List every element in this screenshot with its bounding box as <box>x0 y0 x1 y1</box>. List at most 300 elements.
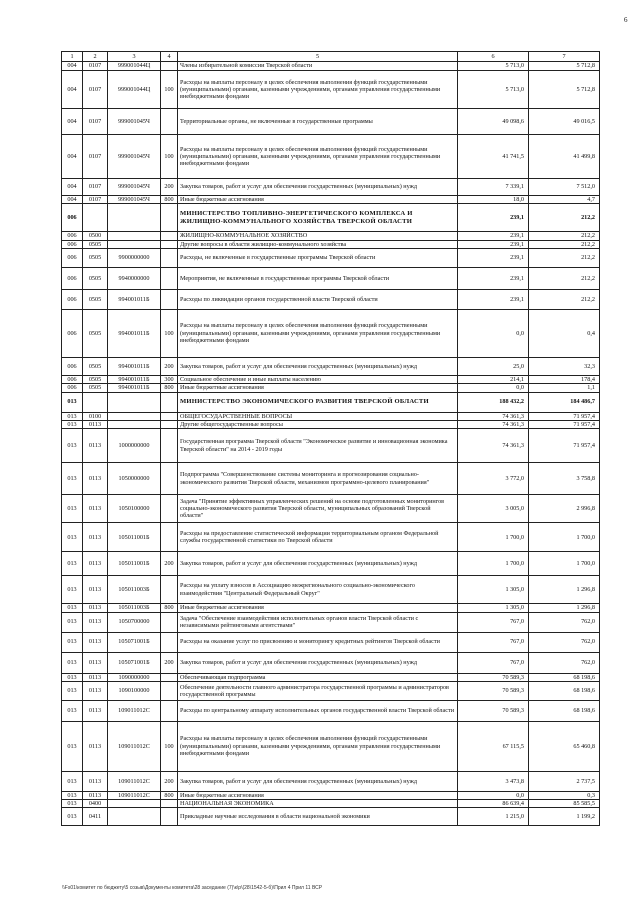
table-row <box>62 495 600 523</box>
section-code-cell: 0505 <box>83 384 108 392</box>
table-row <box>62 357 600 375</box>
expense-type-cell: 200 <box>161 652 178 673</box>
item-name-cell: Прикладные научные исследования в области национальной экономики <box>178 808 458 826</box>
target-item-cell <box>108 412 161 420</box>
executed-amount-cell: 1 296,8 <box>529 604 600 612</box>
target-item-cell: 994001011Б <box>108 357 161 375</box>
expense-type-cell <box>161 429 178 463</box>
executed-amount-cell: 762,0 <box>529 612 600 632</box>
ministry-code-cell: 013 <box>62 392 83 412</box>
section-code-cell: 0113 <box>83 652 108 673</box>
table-row <box>62 204 600 232</box>
executed-amount-cell: 71 957,4 <box>529 420 600 428</box>
table-row <box>62 576 600 604</box>
table-row <box>62 673 600 681</box>
item-name-cell: Закупка товаров, работ и услуг для обеспечения государственных (муниципальных) нужд <box>178 357 458 375</box>
planned-amount-cell: 70 589,3 <box>458 681 529 700</box>
ministry-code-cell: 006 <box>62 204 83 232</box>
table-row <box>62 791 600 799</box>
section-code-cell: 0505 <box>83 267 108 289</box>
ministry-code-cell: 006 <box>62 232 83 240</box>
item-name-cell: МИНИСТЕРСТВО ЭКОНОМИЧЕСКОГО РАЗВИТИЯ ТВЕРСКОЙ ОБЛАСТИ <box>178 392 458 412</box>
planned-amount-cell: 1 215,0 <box>458 808 529 826</box>
item-name-cell: Закупка товаров, работ и услуг для обеспечения государственных (муниципальных) нужд <box>178 179 458 196</box>
ministry-code-cell: 013 <box>62 721 83 771</box>
section-code-cell: 0113 <box>83 495 108 523</box>
table-row <box>62 392 600 412</box>
executed-amount-cell: 41 499,8 <box>529 135 600 179</box>
target-item-cell: 994001011Б <box>108 384 161 392</box>
target-item-cell <box>108 808 161 826</box>
item-name-cell: Расходы на предоставление статистической информации территориальным органом Федеральной службы государственной статистики по Тверской области <box>178 523 458 552</box>
expense-type-cell <box>161 808 178 826</box>
expense-type-cell <box>161 289 178 309</box>
target-item-cell: 105071001Б <box>108 632 161 652</box>
header-cell: 7 <box>529 52 600 62</box>
ministry-code-cell: 006 <box>62 240 83 248</box>
ministry-code-cell: 006 <box>62 309 83 357</box>
planned-amount-cell: 1 305,0 <box>458 604 529 612</box>
planned-amount-cell: 67 115,5 <box>458 721 529 771</box>
section-code-cell: 0500 <box>83 232 108 240</box>
target-item-cell: 1000000000 <box>108 429 161 463</box>
table-row <box>62 463 600 495</box>
table-row <box>62 420 600 428</box>
target-item-cell: 1090000000 <box>108 673 161 681</box>
executed-amount-cell: 0,4 <box>529 309 600 357</box>
target-item-cell <box>108 800 161 808</box>
target-item-cell: 999001045Ч <box>108 179 161 196</box>
item-name-cell: ОБЩЕГОСУДАРСТВЕННЫЕ ВОПРОСЫ <box>178 412 458 420</box>
executed-amount-cell: 184 486,7 <box>529 392 600 412</box>
target-item-cell: 994001011Б <box>108 289 161 309</box>
table-row <box>62 232 600 240</box>
planned-amount-cell: 18,0 <box>458 196 529 204</box>
planned-amount-cell: 1 305,0 <box>458 576 529 604</box>
expense-type-cell <box>161 495 178 523</box>
item-name-cell: Государственная программа Тверской области "Экономическое развитие и инновационная экономика Тверской области" на 2014 - 2019 годы <box>178 429 458 463</box>
item-name-cell: Члены избирательной комиссии Тверской области <box>178 62 458 71</box>
section-code-cell: 0113 <box>83 576 108 604</box>
expense-type-cell <box>161 523 178 552</box>
ministry-code-cell: 013 <box>62 576 83 604</box>
expense-type-cell <box>161 392 178 412</box>
expense-type-cell: 100 <box>161 721 178 771</box>
header-cell: 2 <box>83 52 108 62</box>
ministry-code-cell: 004 <box>62 179 83 196</box>
ministry-code-cell: 004 <box>62 109 83 135</box>
ministry-code-cell: 013 <box>62 523 83 552</box>
target-item-cell: 994001011Б <box>108 375 161 383</box>
ministry-code-cell: 004 <box>62 62 83 71</box>
executed-amount-cell: 212,2 <box>529 289 600 309</box>
target-item-cell: 105071001Б <box>108 652 161 673</box>
planned-amount-cell: 74 361,3 <box>458 420 529 428</box>
planned-amount-cell: 239,1 <box>458 248 529 267</box>
section-code-cell: 0411 <box>83 808 108 826</box>
section-code-cell: 0107 <box>83 71 108 109</box>
section-code-cell: 0107 <box>83 62 108 71</box>
target-item-cell: 109011012С <box>108 700 161 721</box>
ministry-code-cell: 013 <box>62 463 83 495</box>
section-code-cell: 0505 <box>83 240 108 248</box>
expense-type-cell <box>161 673 178 681</box>
item-name-cell: Обеспечивающая подпрограмма <box>178 673 458 681</box>
table-row <box>62 240 600 248</box>
executed-amount-cell: 71 957,4 <box>529 412 600 420</box>
executed-amount-cell: 85 585,5 <box>529 800 600 808</box>
target-item-cell: 9940000000 <box>108 267 161 289</box>
target-item-cell: 9900000000 <box>108 248 161 267</box>
section-code-cell <box>83 392 108 412</box>
executed-amount-cell: 212,2 <box>529 248 600 267</box>
section-code-cell: 0113 <box>83 552 108 576</box>
ministry-code-cell: 006 <box>62 384 83 392</box>
expense-type-cell: 200 <box>161 357 178 375</box>
item-name-cell: Иные бюджетные ассигнования <box>178 196 458 204</box>
target-item-cell: 105011001Б <box>108 552 161 576</box>
section-code-cell: 0107 <box>83 109 108 135</box>
section-code-cell: 0113 <box>83 604 108 612</box>
item-name-cell: Закупка товаров, работ и услуг для обеспечения государственных (муниципальных) нужд <box>178 552 458 576</box>
target-item-cell: 999001045Ч <box>108 135 161 179</box>
executed-amount-cell: 5 712,8 <box>529 71 600 109</box>
target-item-cell: 999001045Ч <box>108 109 161 135</box>
executed-amount-cell: 0,3 <box>529 791 600 799</box>
item-name-cell: Расходы на выплаты персоналу в целях обеспечения выполнения функций государственными (муниципальными) органами, казенными учреждениями, органами управления государственными внебюджетными фондами <box>178 135 458 179</box>
executed-amount-cell: 1 700,0 <box>529 523 600 552</box>
ministry-code-cell: 006 <box>62 357 83 375</box>
planned-amount-cell: 3 772,0 <box>458 463 529 495</box>
target-item-cell: 105011001Б <box>108 523 161 552</box>
target-item-cell: 105011003Б <box>108 604 161 612</box>
planned-amount-cell: 74 361,3 <box>458 429 529 463</box>
expense-type-cell <box>161 412 178 420</box>
target-item-cell: 109011012С <box>108 791 161 799</box>
item-name-cell: Закупка товаров, работ и услуг для обеспечения государственных (муниципальных) нужд <box>178 771 458 791</box>
expense-type-cell <box>161 267 178 289</box>
expense-type-cell <box>161 681 178 700</box>
ministry-code-cell: 013 <box>62 412 83 420</box>
target-item-cell: 1050100000 <box>108 495 161 523</box>
expense-type-cell: 200 <box>161 552 178 576</box>
target-item-cell: 994001011Б <box>108 309 161 357</box>
planned-amount-cell: 239,1 <box>458 240 529 248</box>
item-name-cell: Другие вопросы в области жилищно-коммунального хозяйства <box>178 240 458 248</box>
expense-type-cell: 300 <box>161 375 178 383</box>
table-row <box>62 309 600 357</box>
expense-type-cell: 800 <box>161 791 178 799</box>
expense-type-cell: 100 <box>161 135 178 179</box>
ministry-code-cell: 013 <box>62 604 83 612</box>
table-row <box>62 196 600 204</box>
executed-amount-cell: 68 198,6 <box>529 681 600 700</box>
item-name-cell: Иные бюджетные ассигнования <box>178 384 458 392</box>
executed-amount-cell: 7 512,0 <box>529 179 600 196</box>
section-code-cell: 0113 <box>83 700 108 721</box>
section-code-cell: 0505 <box>83 248 108 267</box>
section-code-cell: 0113 <box>83 612 108 632</box>
executed-amount-cell: 212,2 <box>529 232 600 240</box>
section-code-cell: 0107 <box>83 135 108 179</box>
table-row <box>62 109 600 135</box>
table-row <box>62 771 600 791</box>
ministry-code-cell: 013 <box>62 700 83 721</box>
expense-type-cell <box>161 612 178 632</box>
item-name-cell: Иные бюджетные ассигнования <box>178 604 458 612</box>
executed-amount-cell: 1,1 <box>529 384 600 392</box>
executed-amount-cell: 762,0 <box>529 632 600 652</box>
section-code-cell: 0113 <box>83 420 108 428</box>
table-row <box>62 700 600 721</box>
target-item-cell: 109011012С <box>108 721 161 771</box>
section-code-cell: 0113 <box>83 721 108 771</box>
section-code-cell: 0505 <box>83 357 108 375</box>
section-code-cell: 0100 <box>83 412 108 420</box>
table-row <box>62 800 600 808</box>
header-cell: 1 <box>62 52 83 62</box>
ministry-code-cell: 006 <box>62 375 83 383</box>
planned-amount-cell: 3 473,8 <box>458 771 529 791</box>
planned-amount-cell: 74 361,3 <box>458 412 529 420</box>
section-code-cell: 0505 <box>83 309 108 357</box>
planned-amount-cell: 214,1 <box>458 375 529 383</box>
table-row <box>62 721 600 771</box>
expense-type-cell <box>161 240 178 248</box>
ministry-code-cell: 013 <box>62 420 83 428</box>
budget-table <box>61 51 600 826</box>
target-item-cell <box>108 232 161 240</box>
table-row <box>62 62 600 71</box>
planned-amount-cell: 0,0 <box>458 791 529 799</box>
item-name-cell: Социальное обеспечение и иные выплаты населению <box>178 375 458 383</box>
executed-amount-cell: 212,2 <box>529 240 600 248</box>
table-row <box>62 523 600 552</box>
planned-amount-cell: 239,1 <box>458 289 529 309</box>
ministry-code-cell: 013 <box>62 495 83 523</box>
table-row <box>62 429 600 463</box>
ministry-code-cell: 006 <box>62 248 83 267</box>
table-row <box>62 71 600 109</box>
ministry-code-cell: 006 <box>62 267 83 289</box>
executed-amount-cell: 68 198,6 <box>529 673 600 681</box>
expense-type-cell <box>161 204 178 232</box>
executed-amount-cell: 68 198,6 <box>529 700 600 721</box>
planned-amount-cell: 3 005,0 <box>458 495 529 523</box>
target-item-cell: 1050000000 <box>108 463 161 495</box>
expense-type-cell: 100 <box>161 71 178 109</box>
executed-amount-cell: 49 016,5 <box>529 109 600 135</box>
ministry-code-cell: 013 <box>62 612 83 632</box>
item-name-cell: Расходы по ликвидации органов государственной власти Тверской области <box>178 289 458 309</box>
planned-amount-cell: 239,1 <box>458 267 529 289</box>
executed-amount-cell: 4,7 <box>529 196 600 204</box>
item-name-cell: Территориальные органы, не включенные в государственные программы <box>178 109 458 135</box>
table-row <box>62 384 600 392</box>
target-item-cell <box>108 392 161 412</box>
planned-amount-cell: 49 098,6 <box>458 109 529 135</box>
section-code-cell <box>83 204 108 232</box>
item-name-cell: Подпрограмма "Совершенствование системы мониторинга и прогнозирования социально-экономического развития Тверской области, механизмов программно-целевого планирования" <box>178 463 458 495</box>
item-name-cell: Мероприятия, не включенные в государственные программы Тверской области <box>178 267 458 289</box>
item-name-cell: Расходы на оказание услуг по присвоению и мониторингу кредитных рейтингов Тверской области <box>178 632 458 652</box>
planned-amount-cell: 25,0 <box>458 357 529 375</box>
planned-amount-cell: 1 700,0 <box>458 552 529 576</box>
expense-type-cell <box>161 576 178 604</box>
target-item-cell <box>108 240 161 248</box>
ministry-code-cell: 013 <box>62 800 83 808</box>
executed-amount-cell: 2 996,8 <box>529 495 600 523</box>
planned-amount-cell: 767,0 <box>458 612 529 632</box>
expense-type-cell <box>161 62 178 71</box>
section-code-cell: 0113 <box>83 429 108 463</box>
header-cell: 3 <box>108 52 161 62</box>
item-name-cell: Расходы по центральному аппарату исполнительных органов государственной власти Тверской области <box>178 700 458 721</box>
target-item-cell: 999001045Ч <box>108 196 161 204</box>
section-code-cell: 0113 <box>83 673 108 681</box>
item-name-cell: Обеспечение деятельности главного администратора государственной программы и администраторов государственной программы <box>178 681 458 700</box>
section-code-cell: 0113 <box>83 681 108 700</box>
expense-type-cell: 200 <box>161 771 178 791</box>
expense-type-cell: 200 <box>161 179 178 196</box>
item-name-cell: Расходы на выплаты персоналу в целях обеспечения выполнения функций государственными (муниципальными) органами, казенными учреждениями, органами управления государственными внебюджетными фондами <box>178 309 458 357</box>
header-cell: 6 <box>458 52 529 62</box>
planned-amount-cell: 5 713,0 <box>458 71 529 109</box>
target-item-cell <box>108 204 161 232</box>
executed-amount-cell: 212,2 <box>529 267 600 289</box>
expense-type-cell <box>161 232 178 240</box>
executed-amount-cell: 1 199,2 <box>529 808 600 826</box>
executed-amount-cell: 1 700,0 <box>529 552 600 576</box>
planned-amount-cell: 239,1 <box>458 204 529 232</box>
item-name-cell: Задача "Принятие эффективных управленческих решений на основе подготовленных мониторингов социально-экономического развития Тверской области, муниципальных образований Тверской области" <box>178 495 458 523</box>
ministry-code-cell: 013 <box>62 791 83 799</box>
ministry-code-cell: 004 <box>62 135 83 179</box>
planned-amount-cell: 767,0 <box>458 632 529 652</box>
table-row <box>62 632 600 652</box>
ministry-code-cell: 013 <box>62 808 83 826</box>
planned-amount-cell: 41 741,5 <box>458 135 529 179</box>
target-item-cell: 999001044Ц <box>108 71 161 109</box>
target-item-cell: 109011012С <box>108 771 161 791</box>
executed-amount-cell: 32,3 <box>529 357 600 375</box>
page-number: 6 <box>624 16 628 24</box>
expense-type-cell <box>161 700 178 721</box>
item-name-cell: Иные бюджетные ассигнования <box>178 791 458 799</box>
planned-amount-cell: 70 589,3 <box>458 673 529 681</box>
ministry-code-cell: 013 <box>62 673 83 681</box>
expense-type-cell: 800 <box>161 604 178 612</box>
executed-amount-cell: 71 957,4 <box>529 429 600 463</box>
item-name-cell: Расходы на выплаты персоналу в целях обеспечения выполнения функций государственными (муниципальными) органами, казенными учреждениями, органами управления государственными внебюджетными фондами <box>178 721 458 771</box>
table-row <box>62 604 600 612</box>
section-code-cell: 0113 <box>83 632 108 652</box>
table-row <box>62 412 600 420</box>
ministry-code-cell: 006 <box>62 289 83 309</box>
item-name-cell: Расходы на уплату взносов в Ассоциацию межрегионального социально-экономического взаимодействия "Центральный Федеральный Округ" <box>178 576 458 604</box>
section-code-cell: 0113 <box>83 771 108 791</box>
planned-amount-cell: 239,1 <box>458 232 529 240</box>
table-row <box>62 652 600 673</box>
item-name-cell: НАЦИОНАЛЬНАЯ ЭКОНОМИКА <box>178 800 458 808</box>
executed-amount-cell: 65 460,8 <box>529 721 600 771</box>
table-row <box>62 681 600 700</box>
table-header-row <box>62 52 600 62</box>
section-code-cell: 0113 <box>83 791 108 799</box>
planned-amount-cell: 70 589,3 <box>458 700 529 721</box>
ministry-code-cell: 013 <box>62 771 83 791</box>
expense-type-cell <box>161 800 178 808</box>
executed-amount-cell: 3 758,8 <box>529 463 600 495</box>
expense-type-cell <box>161 109 178 135</box>
item-name-cell: Другие общегосударственные вопросы <box>178 420 458 428</box>
planned-amount-cell: 7 339,1 <box>458 179 529 196</box>
expense-type-cell <box>161 248 178 267</box>
section-code-cell: 0400 <box>83 800 108 808</box>
table-row <box>62 135 600 179</box>
table-row <box>62 248 600 267</box>
ministry-code-cell: 004 <box>62 196 83 204</box>
planned-amount-cell: 188 432,2 <box>458 392 529 412</box>
section-code-cell: 0107 <box>83 179 108 196</box>
ministry-code-cell: 004 <box>62 71 83 109</box>
planned-amount-cell: 0,0 <box>458 309 529 357</box>
target-item-cell: 1050700000 <box>108 612 161 632</box>
planned-amount-cell: 767,0 <box>458 652 529 673</box>
item-name-cell: Расходы, не включенные в государственные программы Тверской области <box>178 248 458 267</box>
executed-amount-cell: 2 737,5 <box>529 771 600 791</box>
target-item-cell: 1090100000 <box>108 681 161 700</box>
header-cell: 4 <box>161 52 178 62</box>
header-cell: 5 <box>178 52 458 62</box>
table-row <box>62 179 600 196</box>
planned-amount-cell: 0,0 <box>458 384 529 392</box>
planned-amount-cell: 5 713,0 <box>458 62 529 71</box>
executed-amount-cell: 1 296,8 <box>529 576 600 604</box>
target-item-cell: 105011003Б <box>108 576 161 604</box>
target-item-cell: 999001044Ц <box>108 62 161 71</box>
table-row <box>62 612 600 632</box>
table-row <box>62 375 600 383</box>
ministry-code-cell: 013 <box>62 552 83 576</box>
item-name-cell: Задача "Обеспечение взаимодействия исполнительных органов власти Тверской области с независимыми рейтинговыми агентствами" <box>178 612 458 632</box>
section-code-cell: 0505 <box>83 375 108 383</box>
table-row <box>62 289 600 309</box>
ministry-code-cell: 013 <box>62 632 83 652</box>
item-name-cell: Расходы на выплаты персоналу в целях обеспечения выполнения функций государственными (муниципальными) органами, казенными учреждениями, органами управления государственными внебюджетными фондами <box>178 71 458 109</box>
item-name-cell: Закупка товаров, работ и услуг для обеспечения государственных (муниципальных) нужд <box>178 652 458 673</box>
table-row <box>62 808 600 826</box>
expense-type-cell: 800 <box>161 196 178 204</box>
expense-type-cell: 100 <box>161 309 178 357</box>
expense-type-cell <box>161 632 178 652</box>
footer-file-path: \\Fs01\комитет по бюджету\5 созыв\Документы комитета\28 заседание (7)\к\p\(28\1542-5-б)\Прил 4 Прил 11 ВСР <box>62 885 323 891</box>
executed-amount-cell: 212,2 <box>529 204 600 232</box>
table-row <box>62 267 600 289</box>
section-code-cell: 0113 <box>83 463 108 495</box>
executed-amount-cell: 5 712,8 <box>529 62 600 71</box>
target-item-cell <box>108 420 161 428</box>
item-name-cell: МИНИСТЕРСТВО ТОПЛИВНО-ЭНЕРГЕТИЧЕСКОГО КОМПЛЕКСА И ЖИЛИЩНО-КОММУНАЛЬНОГО ХОЗЯЙСТВА ТВЕРСКОЙ ОБЛАСТИ <box>178 204 458 232</box>
expense-type-cell <box>161 463 178 495</box>
section-code-cell: 0113 <box>83 523 108 552</box>
executed-amount-cell: 762,0 <box>529 652 600 673</box>
section-code-cell: 0505 <box>83 289 108 309</box>
ministry-code-cell: 013 <box>62 681 83 700</box>
ministry-code-cell: 013 <box>62 652 83 673</box>
expense-type-cell: 800 <box>161 384 178 392</box>
executed-amount-cell: 178,4 <box>529 375 600 383</box>
